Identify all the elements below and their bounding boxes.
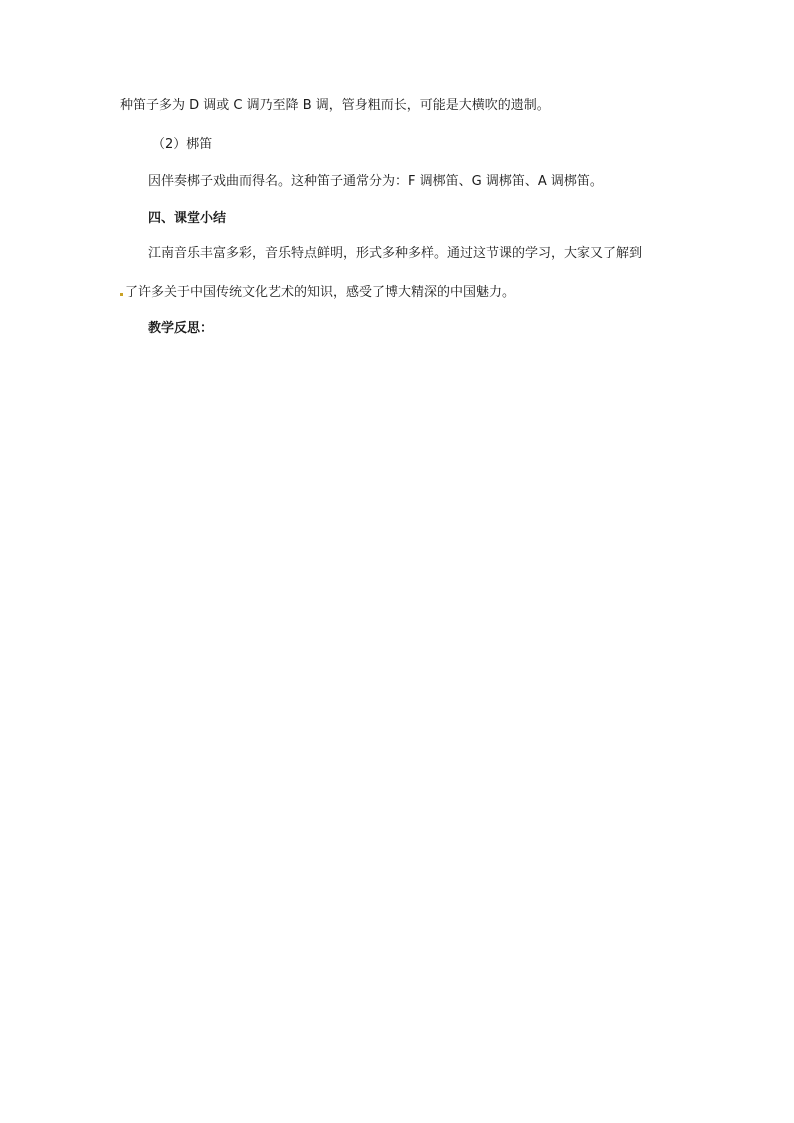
teaching-reflection-heading: 教学反思： [148,321,214,336]
subheading-bangdi: （2）梆笛 [152,137,213,152]
edit-marker-icon [120,293,123,296]
paragraph-bangdi-description: 因伴奏梆子戏曲而得名。这种笛子通常分为：F 调梆笛、G 调梆笛、A 调梆笛。 [148,174,603,189]
section-heading-summary: 四、课堂小结 [148,211,227,226]
paragraph-summary-line2 [120,285,515,301]
paragraph-dizi-description: 种笛子多为 D 调或 C 调乃至降 B 调，管身粗而长，可能是大横吹的遗制。 [120,98,550,113]
paragraph-summary-line2-text: 了许多关于中国传统文化艺术的知识，感受了博大精深的中国魅力。 [125,285,516,300]
paragraph-summary-line1: 江南音乐丰富多彩，音乐特点鲜明，形式多种多样。通过这节课的学习，大家又了解到 [148,246,643,261]
